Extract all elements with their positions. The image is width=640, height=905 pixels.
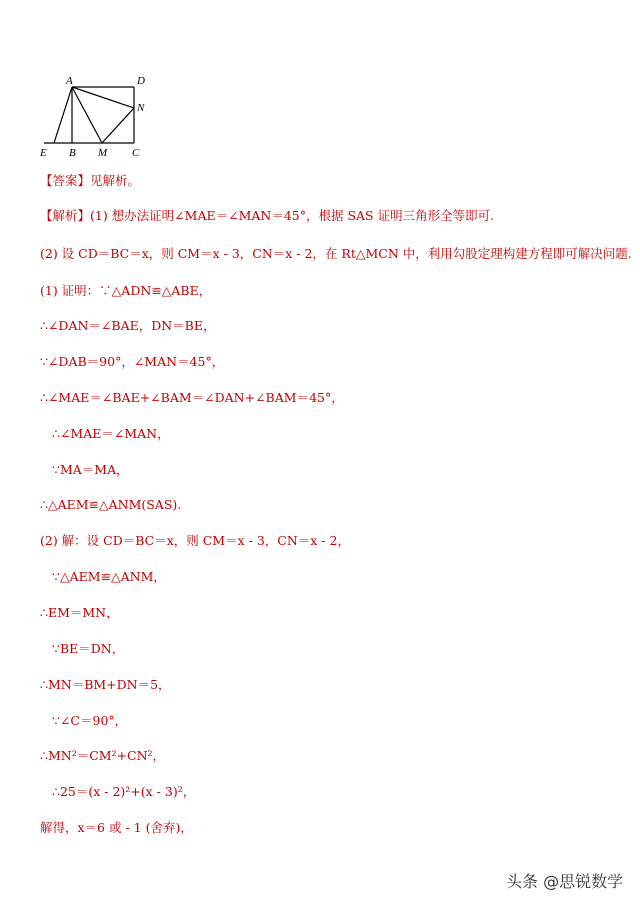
label-e: E	[40, 147, 47, 159]
solve-line-2: ∵△AEM≌△ANM，	[52, 569, 166, 584]
answer-line: 【答案】见解析。	[40, 173, 141, 188]
proof-line-3: ∵∠DAB＝90°，∠MAN＝45°，	[40, 354, 225, 369]
solve-line-4: ∵BE＝DN，	[52, 641, 125, 656]
proof-line-7: ∴△AEM≌△ANM(SAS).	[40, 497, 182, 512]
solve-line-8: ∴25＝(x - 2)²+(x - 3)²，	[52, 784, 196, 799]
watermark: 头条 @思锐数学	[506, 872, 624, 891]
label-n: N	[137, 102, 145, 114]
solve-line-3: ∴EM＝MN，	[40, 605, 119, 620]
analysis-line-2: (2) 设 CD＝BC＝x，则 CM＝x - 3，CN＝x - 2，在 Rt△MCN 中，利用勾股定理构建方程即可解决问题.	[40, 246, 632, 261]
label-b: B	[69, 147, 76, 159]
geometry-figure	[30, 70, 160, 160]
solve-line-9: 解得，x＝6 或 - 1 (舍弃)，	[40, 820, 193, 835]
solve-line-7: ∴MN²＝CM²+CN²，	[40, 748, 166, 763]
analysis-line: 【解析】(1) 想办法证明∠MAE＝∠MAN＝45°，根据 SAS 证明三角形全等即可.	[40, 208, 495, 223]
label-c: C	[132, 147, 140, 159]
solve-line-1: (2) 解：设 CD＝BC＝x，则 CM＝x - 3，CN＝x - 2，	[40, 533, 350, 548]
segment-ae	[54, 87, 72, 143]
proof-line-4: ∴∠MAE＝∠BAE+∠BAM＝∠DAN+∠BAM＝45°，	[40, 390, 344, 405]
proof-line-5: ∴∠MAE＝∠MAN，	[52, 426, 170, 441]
label-d: D	[137, 75, 145, 87]
proof-line-2: ∴∠DAN＝∠BAE，DN＝BE，	[40, 318, 216, 333]
solve-line-5: ∴MN＝BM+DN＝5，	[40, 677, 171, 692]
solve-line-6: ∵∠C＝90°，	[52, 713, 128, 728]
proof-line-6: ∵MA＝MA，	[52, 462, 129, 477]
square-diagram	[30, 70, 160, 160]
label-a: A	[66, 75, 73, 87]
segment-mn	[102, 108, 134, 143]
proof-line-1: (1) 证明：∵△ADN≌△ABE，	[40, 283, 212, 298]
label-m: M	[98, 147, 108, 159]
